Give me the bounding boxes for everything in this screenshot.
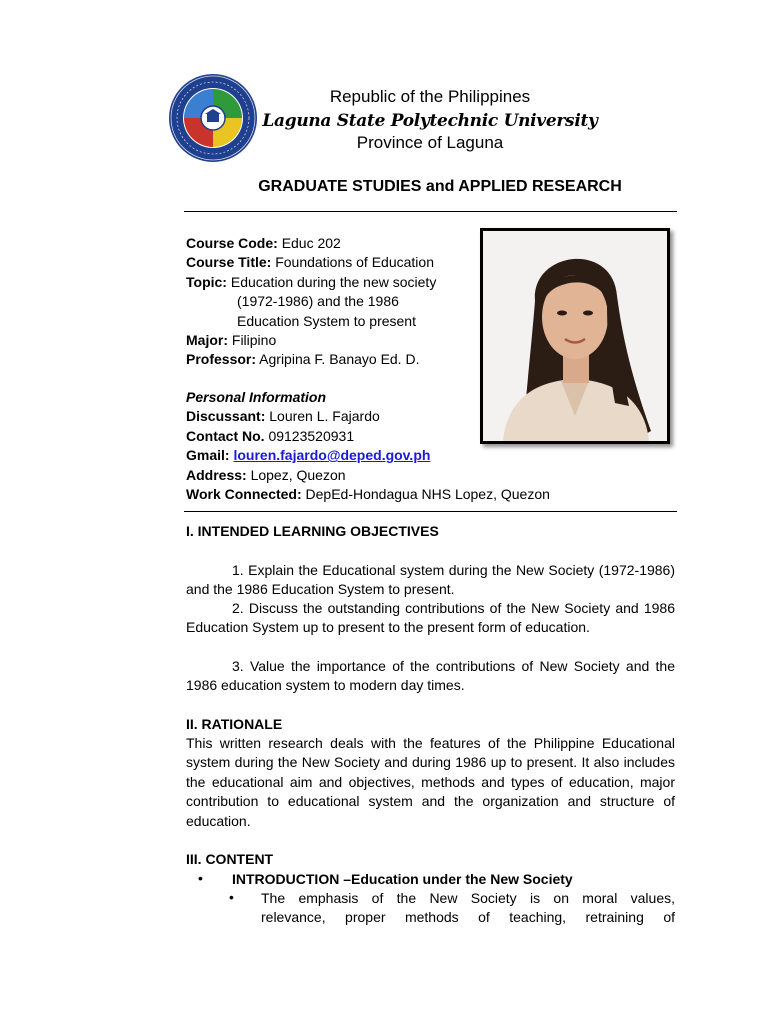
content-sub-1-line-2: relevance, proper methods of teaching, retraining of [261,909,675,925]
university-seal [168,73,258,163]
rationale-text: This written research deals with the features of the Philippine Educational system during the New Society and during 1986 up to present. It also includes the educational aim and objectives, methods and types of education, major contribution to educational system and the organization and structure of education. [186,735,675,829]
content-sub-1-line-1: The emphasis of the New Society is on moral values, [261,890,675,906]
course-info [186,234,436,370]
discussant-label: Discussant: [186,408,266,425]
topic-line-1: Education during the new society [230,273,437,290]
contact-value: 09123520931 [268,427,355,444]
professor-label: Professor: [186,351,257,368]
course-title-label: Course Title: [186,254,272,271]
major-row [186,331,436,350]
contact-label: Contact No. [186,427,265,444]
work-row [186,485,550,504]
address-value: Lopez, Quezon [250,466,346,483]
objective-1: 1. Explain the Educational system during the New Society (1972-1986) and the 1986 Education System to present. [186,562,675,598]
objective-2: 2. Discuss the outstanding contributions of the New Society and 1986 Education System up to present to the present form of education. [186,600,675,636]
province-heading: Province of Laguna [356,133,504,152]
topic-row [186,273,436,292]
university-name: Laguna State Polytechnic University [262,111,598,131]
objective-3: 3. Value the importance of the contributions of New Society and the 1986 education system to modern day times. [186,658,675,694]
topic-line-3: Education System to present [237,312,416,329]
rationale-heading: II. RATIONALE [186,716,283,732]
topic-line-2: (1972-1986) and the 1986 [237,293,399,310]
professor-value: Agripina F. Banayo Ed. D. [259,351,420,368]
bullet-icon: • [198,870,203,886]
course-code-row [186,234,436,253]
major-label: Major: [186,332,228,349]
bullet-icon: • [229,889,234,905]
course-code-value: Educ 202 [281,235,341,251]
personal-info-heading: Personal Information [186,389,327,405]
course-title-row [186,253,436,272]
address-label: Address: [186,466,247,483]
address-row [186,466,550,485]
gmail-label: Gmail: [186,447,230,464]
professor-row [186,350,436,369]
portrait-photo [480,228,670,444]
content-bullet-1: INTRODUCTION –Education under the New Society [232,871,573,887]
header-divider [184,211,677,212]
gmail-row [186,446,550,465]
gmail-link[interactable]: louren.fajardo@deped.gov.ph [233,447,431,464]
department-heading: GRADUATE STUDIES and APPLIED RESEARCH [258,178,622,195]
content-heading: III. CONTENT [186,851,274,867]
major-value: Filipino [231,332,277,349]
info-divider [184,511,677,512]
work-value: DepEd-Hondagua NHS Lopez, Quezon [305,486,550,503]
work-label: Work Connected: [186,486,302,503]
objectives-heading: I. INTENDED LEARNING OBJECTIVES [186,523,439,539]
country-heading: Republic of the Philippines [329,87,531,106]
course-title-value: Foundations of Education [275,254,434,271]
discussant-value: Louren L. Fajardo [269,408,380,425]
topic-label: Topic: [186,273,227,290]
course-code-label: Course Code: [186,235,278,251]
